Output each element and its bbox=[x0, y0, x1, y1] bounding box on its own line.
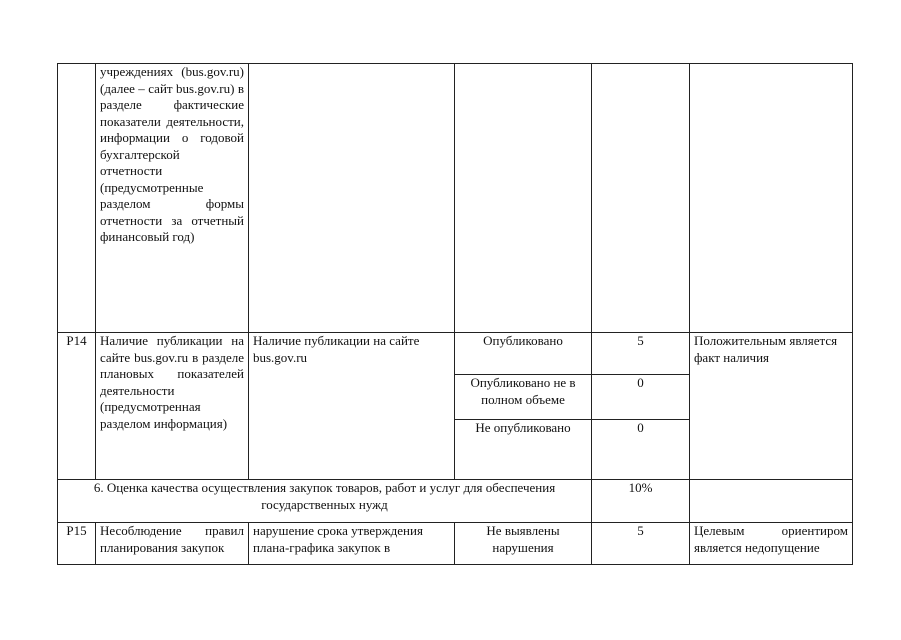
note-cell bbox=[690, 64, 853, 333]
row-id-cell bbox=[58, 64, 96, 333]
section-weight-cell: 10% bbox=[592, 480, 690, 523]
note-cell: Положительным является факт наличия bbox=[690, 333, 853, 480]
section-title-cell: 6. Оценка качества осуществления закупок товаров, работ и услуг для обеспечения государственных нужд bbox=[58, 480, 592, 523]
section-header-row bbox=[58, 480, 853, 523]
criterion-name-cell: учреждениях (bus.gov.ru) (далее – сайт bus.gov.ru) в разделе фактические показатели деятельности, информации о годовой бухгалтерской отчетности (предусмотренные разделом формы отчетности за отчетный финансовый год) bbox=[96, 64, 249, 333]
score-cell bbox=[592, 64, 690, 333]
table-row-continued bbox=[58, 64, 853, 333]
score-cell: 5 bbox=[592, 333, 690, 375]
option-cell: Не опубликовано bbox=[455, 420, 592, 480]
indicator-cell: нарушение срока утверждения плана-графика закупок в bbox=[249, 523, 455, 565]
table-row-p15 bbox=[58, 523, 853, 565]
indicator-cell: Наличие публикации на сайте bus.gov.ru bbox=[249, 333, 455, 480]
score-cell: 0 bbox=[592, 420, 690, 480]
indicator-cell bbox=[249, 64, 455, 333]
evaluation-criteria-table bbox=[57, 63, 853, 565]
option-cell: Опубликовано не в полном объеме bbox=[455, 375, 592, 420]
row-id-cell: Р15 bbox=[58, 523, 96, 565]
criterion-name-cell: Наличие публикации на сайте bus.gov.ru в разделе плановых показателей деятельности (предусмотренная разделом информация) bbox=[96, 333, 249, 480]
option-cell bbox=[455, 64, 592, 333]
note-cell: Целевым ориентиром является недопущение bbox=[690, 523, 853, 565]
option-cell: Не выявлены нарушения bbox=[455, 523, 592, 565]
option-cell: Опубликовано bbox=[455, 333, 592, 375]
criterion-name-cell: Несоблюдение правил планирования закупок bbox=[96, 523, 249, 565]
table-row-p14 bbox=[58, 333, 853, 375]
score-cell: 0 bbox=[592, 375, 690, 420]
score-cell: 5 bbox=[592, 523, 690, 565]
row-id-cell: Р14 bbox=[58, 333, 96, 480]
note-cell bbox=[690, 480, 853, 523]
